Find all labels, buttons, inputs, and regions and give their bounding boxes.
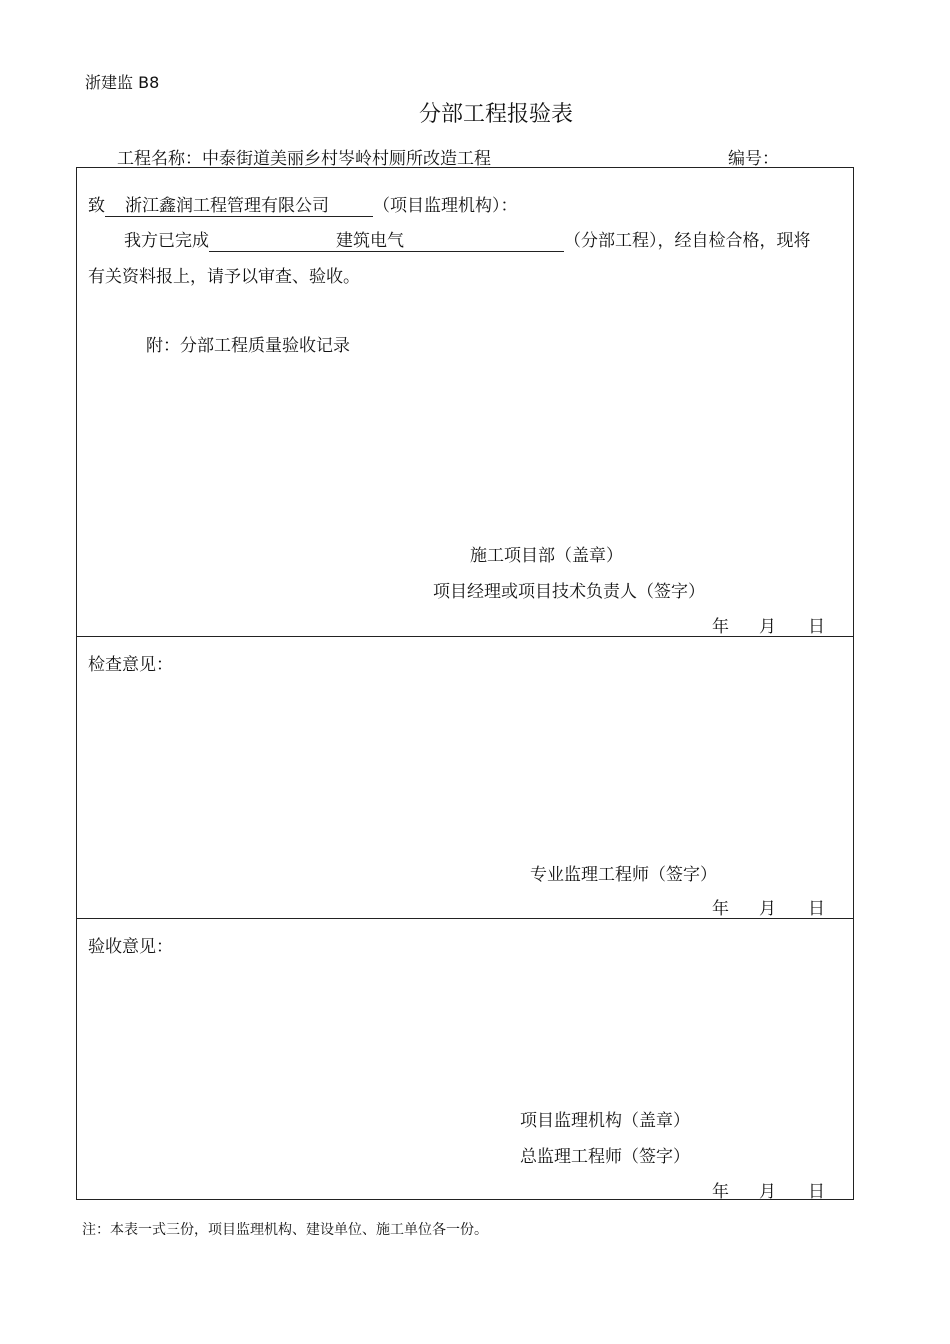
- contractor-seal-label: 施工项目部（盖章）: [470, 546, 623, 566]
- acceptance-label: 验收意见：: [88, 937, 173, 957]
- org-suffix: （项目监理机构）：: [373, 196, 518, 216]
- completed-suffix: （分部工程），经自检合格，现将: [564, 231, 811, 251]
- manager-signature-label: 项目经理或项目技术负责人（签字）: [433, 582, 705, 602]
- attachment-note: 附：分部工程质量验收记录: [146, 336, 350, 356]
- date-year: 年: [712, 617, 729, 637]
- company-field[interactable]: 浙江鑫润工程管理有限公司: [105, 191, 373, 217]
- date-day: 日: [808, 899, 825, 919]
- date-day: 日: [808, 617, 825, 637]
- completion-line: [124, 226, 811, 252]
- date-month: 月: [759, 617, 776, 637]
- date-year: 年: [712, 899, 729, 919]
- date-day: 日: [808, 1182, 825, 1202]
- chief-engineer-signature-label: 总监理工程师（签字）: [520, 1147, 690, 1167]
- addressee-line: [88, 191, 518, 217]
- form-title: 分部工程报验表: [418, 102, 573, 127]
- supervision-seal-label: 项目监理机构（盖章）: [520, 1111, 690, 1131]
- form-code: 浙建监 B8: [85, 73, 160, 92]
- date-month: 月: [759, 899, 776, 919]
- to-prefix: 致: [88, 196, 105, 216]
- form-frame: [76, 167, 854, 1200]
- section-divider: [76, 636, 854, 637]
- date-month: 月: [759, 1182, 776, 1202]
- date-year: 年: [712, 1182, 729, 1202]
- project-name: 工程名称：中泰街道美丽乡村岑岭村厕所改造工程: [117, 149, 491, 169]
- completed-prefix: 我方已完成: [124, 231, 209, 251]
- request-text: 有关资料报上，请予以审查、验收。: [88, 267, 360, 287]
- engineer-signature-label: 专业监理工程师（签字）: [530, 865, 717, 885]
- footer-note: 注：本表一式三份，项目监理机构、建设单位、施工单位各一份。: [82, 1222, 488, 1238]
- subproject-field[interactable]: 建筑电气: [209, 226, 564, 252]
- section-divider: [76, 918, 854, 919]
- number-label: 编号：: [728, 149, 779, 169]
- inspection-label: 检查意见：: [88, 655, 173, 675]
